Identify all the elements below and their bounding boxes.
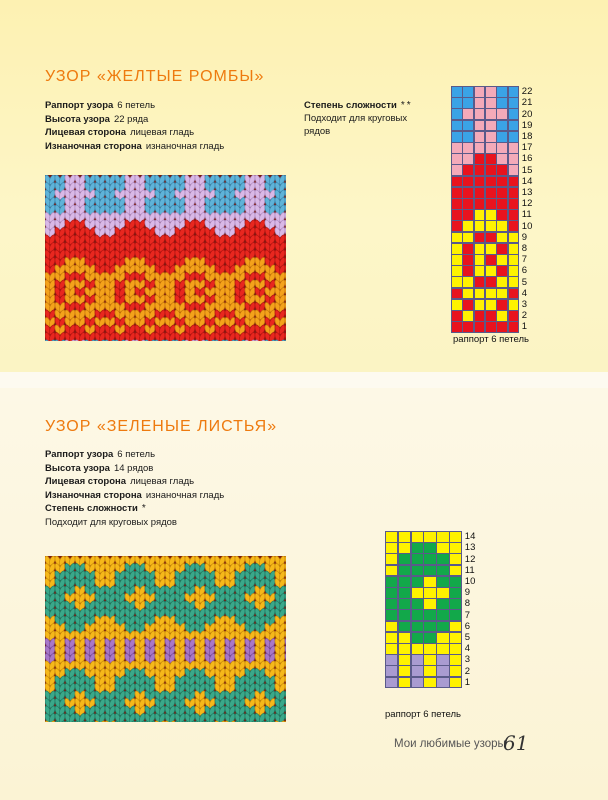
chart-cell — [485, 164, 497, 176]
chart-cell — [508, 288, 520, 300]
chart-cell — [398, 621, 411, 633]
page-number: 61 — [503, 731, 529, 755]
chart-row-number: 7 — [521, 254, 528, 266]
chart-cell — [462, 97, 474, 109]
chart-cell — [496, 198, 508, 210]
chart-row-number: 12 — [464, 553, 476, 565]
chart-row-number: 13 — [464, 542, 476, 554]
chart-cell — [496, 321, 508, 333]
chart-cell — [451, 108, 463, 120]
chart-row-number: 15 — [521, 164, 533, 176]
chart-cell — [485, 209, 497, 221]
chart-row-number: 14 — [521, 175, 533, 187]
chart-cell — [423, 587, 436, 599]
chart-cell — [423, 609, 436, 621]
chart-cell — [485, 131, 497, 143]
chart-cell — [474, 288, 486, 300]
chart-cell — [451, 254, 463, 266]
chart-cell — [496, 187, 508, 199]
chart-cell — [474, 299, 486, 311]
chart-row-number: 2 — [521, 310, 528, 322]
chart-cell — [462, 187, 474, 199]
chart-cell — [496, 299, 508, 311]
chart-cell — [462, 131, 474, 143]
chart-cell — [398, 677, 411, 689]
chart-cell — [485, 254, 497, 266]
chart-cell — [508, 310, 520, 322]
chart-cell — [423, 565, 436, 577]
chart-cell — [411, 609, 424, 621]
chart-cell — [398, 576, 411, 588]
chart-cell — [485, 265, 497, 277]
chart-cell — [474, 120, 486, 132]
chart-cell — [462, 198, 474, 210]
chart-cell — [449, 609, 462, 621]
chart-cell — [436, 654, 449, 666]
chart-cell — [474, 142, 486, 154]
spec-row: Высота узора 22 ряда — [45, 113, 149, 125]
chart-cell — [449, 632, 462, 644]
chart-cell — [496, 310, 508, 322]
chart-cell — [451, 232, 463, 244]
chart-cell — [451, 131, 463, 143]
difficulty-label: Степень сложности — [304, 100, 397, 111]
chart-cell — [423, 598, 436, 610]
chart-cell — [449, 621, 462, 633]
chart-cell — [436, 576, 449, 588]
difficulty-stars: ** — [400, 100, 413, 111]
chart-cell — [508, 209, 520, 221]
chart-cell — [496, 254, 508, 266]
chart-cell — [411, 531, 424, 543]
chart-cell — [449, 553, 462, 565]
chart-cell — [436, 531, 449, 543]
chart-cell — [411, 576, 424, 588]
chart-cell — [449, 531, 462, 543]
chart-cell — [385, 587, 398, 599]
panel-divider — [0, 372, 608, 388]
chart-row-number: 19 — [521, 119, 533, 131]
chart-cell — [508, 131, 520, 143]
spec-row: Раппорт узора 6 петель — [45, 449, 156, 460]
chart-cell — [485, 288, 497, 300]
chart-cell — [449, 576, 462, 588]
chart-row-number: 2 — [464, 665, 471, 677]
chart-cell — [449, 654, 462, 666]
chart-cell — [508, 265, 520, 277]
chart-cell — [411, 565, 424, 577]
chart-cell — [411, 542, 424, 554]
chart-cell — [436, 632, 449, 644]
chart-cell — [436, 621, 449, 633]
chart-cell — [451, 209, 463, 221]
chart-cell — [508, 220, 520, 232]
chart-cell — [474, 276, 486, 288]
chart-row-number: 11 — [521, 209, 532, 221]
chart-cell — [451, 310, 463, 322]
chart-row-number: 3 — [464, 654, 471, 666]
chart-cell — [423, 654, 436, 666]
chart-row-number: 6 — [464, 620, 471, 632]
chart-cell — [451, 299, 463, 311]
chart-cell — [462, 232, 474, 244]
chart-cell — [496, 108, 508, 120]
chart-cell — [411, 587, 424, 599]
chart-row-number: 5 — [464, 631, 471, 643]
chart-row-number: 14 — [464, 531, 476, 543]
chart-cell — [449, 598, 462, 610]
chart-cell — [474, 198, 486, 210]
chart-cell — [385, 632, 398, 644]
chart-cell — [485, 198, 497, 210]
chart-row-number: 10 — [521, 220, 533, 232]
chart-cell — [398, 665, 411, 677]
chart-cell — [474, 310, 486, 322]
chart-cell — [423, 677, 436, 689]
chart-row-number: 17 — [521, 142, 533, 154]
chart-cell — [485, 120, 497, 132]
chart-cell — [485, 108, 497, 120]
chart-cell — [508, 176, 520, 188]
chart-row-number: 1 — [464, 676, 471, 688]
chart-cell — [485, 220, 497, 232]
chart-cell — [496, 164, 508, 176]
chart-cell — [411, 643, 424, 655]
chart-cell — [462, 120, 474, 132]
chart-cell — [508, 97, 520, 109]
chart-cell — [508, 142, 520, 154]
pattern1-chart-caption: раппорт 6 петель — [453, 334, 529, 345]
chart-row-number: 4 — [521, 287, 528, 299]
chart-cell — [508, 153, 520, 165]
chart-cell — [462, 108, 474, 120]
chart-row-number: 4 — [464, 643, 471, 655]
chart-cell — [385, 677, 398, 689]
chart-cell — [423, 643, 436, 655]
chart-cell — [496, 288, 508, 300]
chart-cell — [451, 220, 463, 232]
chart-cell — [385, 598, 398, 610]
chart-cell — [462, 142, 474, 154]
chart-cell — [451, 97, 463, 109]
chart-cell — [474, 265, 486, 277]
chart-row-number: 16 — [521, 153, 533, 165]
chart-row-number: 20 — [521, 108, 533, 120]
chart-row-number: 21 — [521, 97, 533, 109]
spec-row: Раппорт узора 6 петель — [45, 100, 156, 111]
chart-cell — [385, 576, 398, 588]
chart-cell — [462, 164, 474, 176]
chart-row-number: 9 — [521, 231, 528, 243]
chart-cell — [398, 598, 411, 610]
chart-cell — [462, 209, 474, 221]
chart-cell — [436, 665, 449, 677]
chart-cell — [385, 531, 398, 543]
chart-cell — [398, 643, 411, 655]
chart-cell — [451, 176, 463, 188]
chart-cell — [398, 553, 411, 565]
chart-cell — [474, 187, 486, 199]
chart-cell — [474, 97, 486, 109]
chart-cell — [385, 565, 398, 577]
chart-cell — [508, 108, 520, 120]
difficulty-note: Подходит для круговых рядов — [45, 516, 177, 528]
chart-cell — [411, 632, 424, 644]
spec-row: Степень сложности * — [45, 503, 148, 515]
chart-cell — [462, 86, 474, 98]
chart-cell — [508, 120, 520, 132]
chart-cell — [496, 243, 508, 255]
chart-cell — [423, 542, 436, 554]
chart-row-number: 18 — [521, 130, 533, 142]
chart-cell — [451, 198, 463, 210]
chart-cell — [436, 677, 449, 689]
chart-row-number: 8 — [464, 598, 471, 610]
chart-cell — [496, 131, 508, 143]
chart-cell — [451, 164, 463, 176]
pattern2-chart-caption: раппорт 6 петель — [385, 709, 461, 720]
chart-cell — [508, 198, 520, 210]
chart-cell — [385, 542, 398, 554]
chart-cell — [474, 220, 486, 232]
pattern2-knit-photo — [45, 556, 286, 722]
chart-cell — [436, 542, 449, 554]
pattern1-difficulty — [304, 99, 434, 138]
chart-cell — [451, 153, 463, 165]
spec-row: Высота узора 14 рядов — [45, 462, 154, 474]
chart-cell — [449, 542, 462, 554]
chart-cell — [436, 598, 449, 610]
chart-cell — [449, 665, 462, 677]
pattern1-title: УЗОР «ЖЕЛТЫЕ РОМБЫ» — [45, 68, 265, 85]
chart-cell — [385, 553, 398, 565]
chart-cell — [449, 643, 462, 655]
chart-cell — [411, 598, 424, 610]
chart-cell — [462, 265, 474, 277]
chart-cell — [385, 609, 398, 621]
chart-cell — [462, 176, 474, 188]
chart-cell — [485, 176, 497, 188]
chart-cell — [508, 164, 520, 176]
chart-cell — [451, 265, 463, 277]
chart-cell — [496, 120, 508, 132]
chart-cell — [474, 131, 486, 143]
chart-cell — [451, 288, 463, 300]
chart-cell — [496, 220, 508, 232]
chart-cell — [398, 542, 411, 554]
chart-row-number: 8 — [521, 242, 528, 254]
pattern2-specs — [45, 448, 224, 530]
chart-cell — [449, 565, 462, 577]
chart-cell — [411, 654, 424, 666]
chart-cell — [474, 164, 486, 176]
chart-cell — [485, 142, 497, 154]
chart-cell — [485, 153, 497, 165]
chart-row-number: 1 — [521, 321, 528, 333]
chart-cell — [462, 310, 474, 322]
chart-cell — [462, 288, 474, 300]
chart-cell — [474, 153, 486, 165]
chart-cell — [462, 153, 474, 165]
chart-cell — [462, 299, 474, 311]
chart-row-number: 22 — [521, 86, 533, 98]
chart-row-number: 12 — [521, 198, 533, 210]
chart-cell — [385, 643, 398, 655]
chart-cell — [398, 609, 411, 621]
chart-cell — [474, 209, 486, 221]
chart-cell — [398, 654, 411, 666]
chart-cell — [436, 643, 449, 655]
chart-cell — [436, 609, 449, 621]
chart-cell — [451, 276, 463, 288]
chart-cell — [462, 243, 474, 255]
chart-cell — [508, 254, 520, 266]
chart-cell — [449, 677, 462, 689]
chart-cell — [496, 142, 508, 154]
chart-row-number: 10 — [464, 575, 476, 587]
chart-cell — [485, 276, 497, 288]
chart-cell — [411, 553, 424, 565]
spec-row: Лицевая сторона лицевая гладь — [45, 127, 195, 139]
chart-cell — [423, 531, 436, 543]
chart-cell — [462, 254, 474, 266]
chart-cell — [508, 187, 520, 199]
chart-row-number: 3 — [521, 298, 528, 310]
chart-cell — [451, 187, 463, 199]
chart-cell — [485, 299, 497, 311]
chart-cell — [485, 232, 497, 244]
chart-cell — [474, 232, 486, 244]
chart-cell — [474, 108, 486, 120]
chart-cell — [508, 276, 520, 288]
spec-row: Изнаночная сторона изнаночная гладь — [45, 489, 225, 501]
chart-cell — [451, 120, 463, 132]
chart-row-number: 11 — [464, 564, 475, 576]
chart-cell — [462, 220, 474, 232]
pattern1-knit-photo — [45, 175, 286, 341]
chart-cell — [423, 553, 436, 565]
difficulty-note: Подходит для круговых рядов — [304, 113, 408, 137]
chart-cell — [436, 553, 449, 565]
chart-cell — [462, 321, 474, 333]
pattern1-specs — [45, 99, 224, 153]
chart-cell — [485, 321, 497, 333]
chart-cell — [496, 97, 508, 109]
chart-cell — [411, 677, 424, 689]
chart-cell — [508, 299, 520, 311]
chart-cell — [411, 665, 424, 677]
chart-cell — [451, 243, 463, 255]
pattern2-title: УЗОР «ЗЕЛЕНЫЕ ЛИСТЬЯ» — [45, 418, 278, 435]
chart-cell — [385, 665, 398, 677]
chart-cell — [423, 632, 436, 644]
chart-cell — [508, 321, 520, 333]
chart-cell — [508, 232, 520, 244]
chart-cell — [496, 265, 508, 277]
chart-cell — [474, 86, 486, 98]
chart-cell — [485, 86, 497, 98]
chart-cell — [496, 276, 508, 288]
chart-cell — [462, 276, 474, 288]
chart-cell — [436, 587, 449, 599]
chart-cell — [423, 621, 436, 633]
spec-row: Лицевая сторона лицевая гладь — [45, 476, 195, 488]
chart-cell — [496, 232, 508, 244]
chart-cell — [485, 97, 497, 109]
chart-cell — [496, 86, 508, 98]
chart-cell — [398, 531, 411, 543]
chart-cell — [474, 321, 486, 333]
chart-cell — [385, 621, 398, 633]
chart-cell — [411, 621, 424, 633]
book-title-footer: Мои любимые узоры — [394, 738, 506, 750]
chart-cell — [451, 142, 463, 154]
chart-cell — [436, 565, 449, 577]
chart-cell — [474, 243, 486, 255]
chart-cell — [508, 86, 520, 98]
chart-cell — [485, 187, 497, 199]
chart-cell — [423, 665, 436, 677]
chart-cell — [451, 86, 463, 98]
chart-row-number: 13 — [521, 186, 533, 198]
chart-cell — [385, 654, 398, 666]
chart-cell — [451, 321, 463, 333]
chart-row-number: 5 — [521, 276, 528, 288]
chart-row-number: 6 — [521, 265, 528, 277]
chart-row-number: 9 — [464, 587, 471, 599]
chart-cell — [398, 565, 411, 577]
chart-cell — [398, 632, 411, 644]
chart-cell — [496, 176, 508, 188]
chart-cell — [485, 243, 497, 255]
chart-cell — [474, 176, 486, 188]
chart-cell — [474, 254, 486, 266]
chart-cell — [485, 310, 497, 322]
spec-row: Изнаночная сторона изнаночная гладь — [45, 140, 225, 152]
chart-row-number: 7 — [464, 609, 471, 621]
chart-cell — [423, 576, 436, 588]
chart-cell — [508, 243, 520, 255]
chart-cell — [449, 587, 462, 599]
difficulty-stars: * — [141, 503, 148, 515]
chart-cell — [398, 587, 411, 599]
chart-cell — [496, 153, 508, 165]
chart-cell — [496, 209, 508, 221]
